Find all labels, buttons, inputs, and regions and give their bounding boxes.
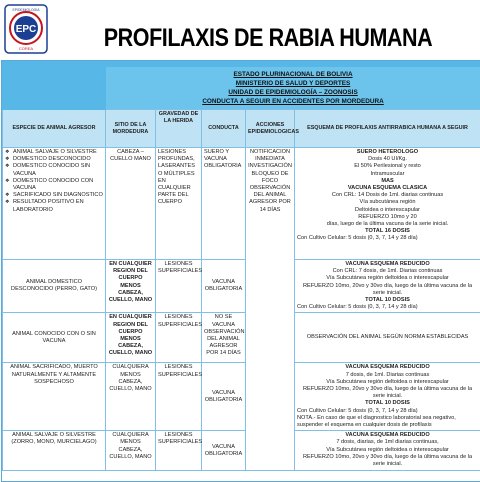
esquema-cell (295, 431, 480, 471)
epidemiology-logo (4, 4, 48, 54)
col-header-gravedad: GRAVEDAD DE LA HERIDA (156, 110, 202, 148)
esquema-line: SUERO HETEROLOGO (297, 149, 478, 156)
institution-header (106, 67, 480, 110)
gravedad-cell: LESIONES PROFUNDAS, LASERANTES O MÚLTIPLES EN CUALQUIER PARTE DEL CUERPO (156, 148, 202, 260)
header-line-3: UNIDAD DE EPIDEMIOLOGÍA – ZOONOSIS (106, 88, 480, 97)
agresor-cell: ANIMAL SALVAJE O SILVESTRE (ZORRO, MONO, MURCIELAGO) (3, 431, 106, 471)
esquema-line: Con Cultivo Celular: 5 dosis (0, 3, 7, 14 y 28 día) (297, 408, 478, 415)
gravedad-cell: LESIONES SUPERFICIALES (156, 313, 202, 363)
sitio-cell: EN CUALQUIER REGION DEL CUERPO MENOS CABEZA, CUELLO, MANO (106, 313, 156, 363)
col-header-conducta: CONDUCTA (202, 110, 246, 148)
col-header-acciones: ACCIONES EPIDEMIOLOGICAS (246, 110, 295, 148)
esquema-line: TOTAL 10 DOSIS (297, 297, 478, 304)
table-row (3, 260, 480, 313)
esquema-line: REFUERZO 10mo, 20vo y 30vo día, luego de la última vacuna de la serie inicial. (297, 283, 478, 297)
table-row (3, 363, 480, 431)
agresor-cell: ANIMAL SACRIFICADO, MUERTO NATURALMENTE Y ALTAMENTE SOSPECHOSO (3, 363, 106, 431)
conducta-cell: SUERO Y VACUNA OBLIGATORIA (202, 148, 246, 260)
agresor-list-item: ❖ DOMESTICO DESCONOCIDO (13, 156, 103, 163)
sitio-cell: CUALQUIERA MENOS CABEZA, CUELLO, MANO (106, 363, 156, 431)
esquema-line: Con CRL: 14 Dosis de 1ml. diarias continuas (297, 192, 478, 199)
protocol-table (1, 60, 480, 482)
agresor-list-item: ❖ DOMESTICO CONOCIDO CON VACUNA (13, 178, 103, 192)
esquema-line: VACUNA ESQUEMA REDUCIDO (297, 432, 478, 439)
esquema-line: VACUNA ESQUEMA CLASICA (297, 185, 478, 192)
esquema-line: VACUNA ESQUEMA REDUCIDO (297, 261, 478, 268)
gravedad-cell: LESIONES SUPERFICIALES (156, 363, 202, 431)
header-line-1: ESTADO PLURINACIONAL DE BOLIVIA (106, 70, 480, 79)
logo-bottom-text: COREA (19, 46, 34, 51)
agresor-list-item: ❖ ANIMAL SALVAJE O SILVESTRE (13, 149, 103, 156)
esquema-line: Vía Subcutánea región deltoidea o interescapular (297, 379, 478, 386)
esquema-line: NOTA.- En caso de que el diagnostico laboratorial sea negativo, suspender el esquema en cualquier dosis de profilaxis (297, 415, 478, 429)
conducta-cell: VACUNA OBLIGATORIA (202, 363, 246, 431)
col-header-agresor: ESPECIE DE ANIMAL AGRESOR (3, 110, 106, 148)
header-line-2: MINISTERIO DE SALUD Y DEPORTES (106, 79, 480, 88)
conducta-cell: VACUNA OBLIGATORIA (202, 260, 246, 313)
gravedad-cell: LESIONES SUPERFICIALES (156, 431, 202, 471)
esquema-line: REFUERZO 10mo, 20vo y 30vo día, luego de la última vacuna de la serie inicial. (297, 454, 478, 468)
agresor-list-item: ❖ RESULTADO POSITIVO EN LABORATORIO (13, 199, 103, 213)
table-row (3, 148, 480, 260)
esquema-line: días, luego de la última vacuna de la serie inicial. (297, 221, 478, 228)
esquema-line: 7 dosis, diarias, de 1ml diarias continuas, (297, 439, 478, 446)
esquema-cell (295, 260, 480, 313)
esquema-line: Vía subcutánea región (297, 199, 478, 206)
esquema-cell: OBSERVACIÓN DEL ANIMAL SEGÚN NORMA ESTABLECIDAS (295, 313, 480, 363)
esquema-line: REFUERZO 10mo, 20vo y 30vo día, luego de la última vacuna de la serie inicial. (297, 386, 478, 400)
esquema-line: Con Cultivo Celular: 5 dosis (0, 3, 7, 14 y 28 día) (297, 235, 478, 242)
esquema-line: Vía Subcutánea región deltoidea o interescapular (297, 447, 478, 454)
agresor-cell: ANIMAL DOMESTICO DESCONOCIDO (PERRO, GATO) (3, 260, 106, 313)
esquema-line: TOTAL 16 DOSIS (297, 228, 478, 235)
agresor-cell (3, 148, 106, 260)
sitio-cell: EN CUALQUIER REGION DEL CUERPO MENOS CABEZA, CUELLO, MANO (106, 260, 156, 313)
acciones-cell: NOTIFICACION INMEDIATA INVESTIGACIÓN BLOQUEO DE FOCO OBSERVACIÓN DEL ANIMAL AGRESOR POR 14 DÍAS (246, 148, 295, 471)
esquema-line: Intramuscular (297, 171, 478, 178)
esquema-line: Dosis 40 UI/Kg. (297, 156, 478, 163)
esquema-line: Vía Subcutánea región deltoidea o interescapular (297, 275, 478, 282)
logo-top-text: EPIDEMIOLOGIA (13, 8, 41, 12)
header-line-4: CONDUCTA A SEGUIR EN ACCIDENTES POR MORDEDURA (106, 97, 480, 106)
esquema-line: TOTAL 10 DOSIS (297, 400, 478, 407)
agresor-list-item: ❖ SACRIFICADO SIN DIAGNOSTICO (13, 192, 103, 199)
agresor-cell: ANIMAL CONOCIDO CON O SIN VACUNA (3, 313, 106, 363)
table-row (3, 313, 480, 363)
logo-monogram: EPC (16, 24, 37, 35)
esquema-line: VACUNA ESQUEMA REDUCIDO (297, 364, 478, 371)
esquema-line: MAS (297, 178, 478, 185)
esquema-line: Deltoidea o interescapular (297, 207, 478, 214)
esquema-line: 7 dosis, de 1ml. Diarias continuas (297, 372, 478, 379)
col-header-esquema: ESQUEMA DE PROFILAXIS ANTIRRABICA HUMANA A SEGUIR (295, 110, 480, 148)
sitio-cell: CABEZA – CUELLO MANO (106, 148, 156, 260)
esquema-line: REFUERZO 10mo y 20 (297, 214, 478, 221)
table-row (3, 431, 480, 471)
gravedad-cell: LESIONES SUPERFICIALES (156, 260, 202, 313)
esquema-line: Con CRL: 7 dosis, de 1ml. Diarias continuas (297, 268, 478, 275)
esquema-line: Con Cultivo Celular: 5 dosis (0, 3, 7, 14 y 28 día) (297, 304, 478, 311)
conducta-cell: NO SE VACUNA OBSERVACIÓN DEL ANIMAL AGRESOR POR 14 DÍAS (202, 313, 246, 363)
sitio-cell: CUALQUIERA MENOS CABEZA, CUELLO, MANO (106, 431, 156, 471)
conducta-cell: VACUNA OBLIGATORIA (202, 431, 246, 471)
page-title: PROFILAXIS DE RABIA HUMANA (89, 24, 447, 53)
esquema-cell (295, 148, 480, 260)
esquema-cell (295, 363, 480, 431)
agresor-list-item: ❖ DOMESTICO CONOCIDO SIN VACUNA (13, 163, 103, 177)
esquema-line: El 50% Perilesional y resto (297, 163, 478, 170)
col-header-sitio: SITIO DE LA MORDEDURA (106, 110, 156, 148)
